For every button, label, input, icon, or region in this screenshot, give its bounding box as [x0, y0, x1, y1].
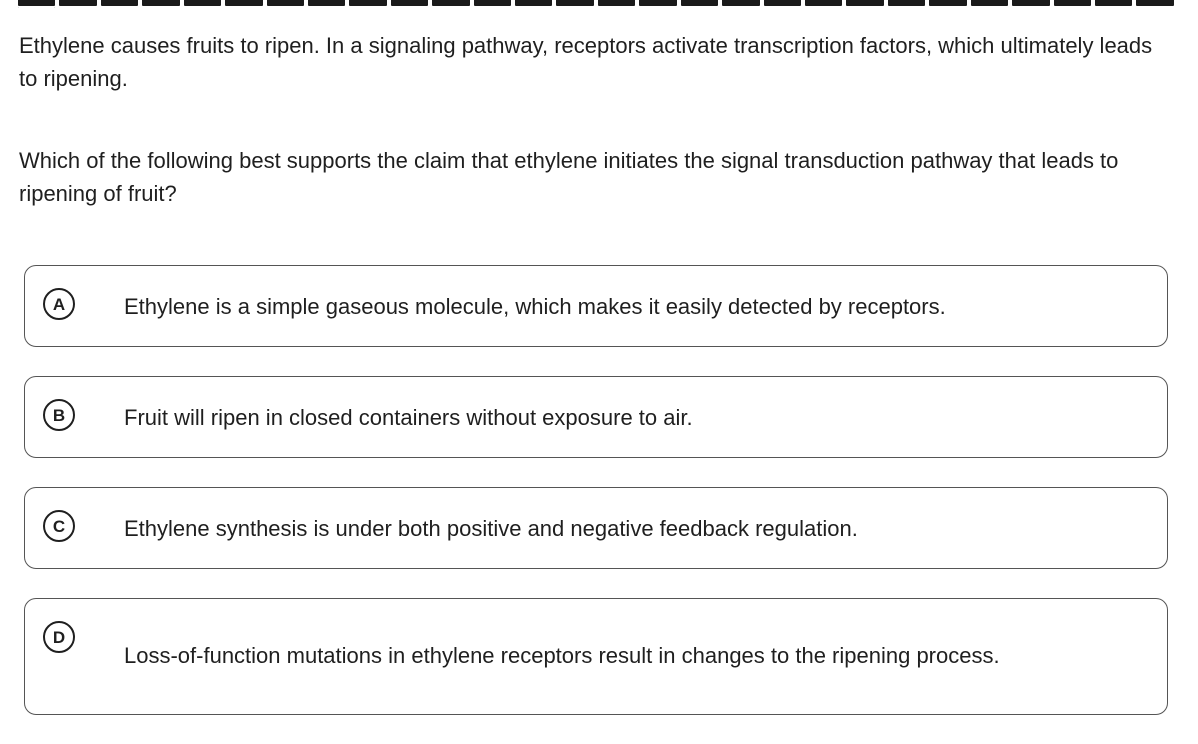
progress-segment[interactable] [805, 0, 842, 6]
progress-segment[interactable] [474, 0, 511, 6]
option-letter-d-badge: D [43, 621, 75, 653]
progress-segment-current[interactable] [18, 0, 55, 8]
answer-option-a[interactable] [24, 265, 1168, 347]
progress-segment[interactable] [1136, 0, 1173, 6]
stimulus-text: Ethylene causes fruits to ripen. In a signaling pathway, receptors activate transcription factors, which ultimately leads to ripening. [19, 33, 1153, 91]
option-text-a: Ethylene is a simple gaseous molecule, which makes it easily detected by receptors. [124, 293, 946, 319]
progress-segment[interactable] [184, 0, 221, 6]
option-letter-a-badge: A [43, 288, 75, 320]
progress-segment[interactable] [764, 0, 801, 6]
question-progress-bar [18, 0, 1174, 10]
progress-segment[interactable] [225, 0, 262, 6]
progress-segment[interactable] [846, 0, 883, 6]
progress-segment[interactable] [639, 0, 676, 6]
answer-options [24, 265, 1168, 744]
progress-segment[interactable] [929, 0, 966, 6]
option-text-d: Loss-of-function mutations in ethylene receptors result in changes to the ripening process. [124, 643, 1000, 668]
progress-segment[interactable] [267, 0, 304, 6]
progress-segment[interactable] [1012, 0, 1049, 6]
progress-segment[interactable] [598, 0, 635, 6]
option-text-c: Ethylene synthesis is under both positive and negative feedback regulation. [124, 515, 858, 541]
progress-segment[interactable] [308, 0, 345, 6]
progress-segment[interactable] [681, 0, 718, 6]
progress-segment[interactable] [971, 0, 1008, 6]
option-letter-c-badge: C [43, 510, 75, 542]
progress-segment[interactable] [391, 0, 428, 6]
progress-segment[interactable] [515, 0, 552, 6]
progress-segment[interactable] [556, 0, 593, 6]
answer-option-b[interactable] [24, 376, 1168, 458]
answer-option-d[interactable] [24, 598, 1168, 715]
progress-segment[interactable] [59, 0, 96, 6]
progress-segment[interactable] [142, 0, 179, 6]
question-stem: Which of the following best supports the claim that ethylene initiates the signal transduction pathway that leads to ripening of fruit? [19, 148, 1119, 206]
progress-segment[interactable] [888, 0, 925, 6]
answer-option-c[interactable] [24, 487, 1168, 569]
option-letter-b-badge: B [43, 399, 75, 431]
option-text-b: Fruit will ripen in closed containers without exposure to air. [124, 404, 693, 430]
progress-segment[interactable] [101, 0, 138, 6]
progress-segment[interactable] [432, 0, 469, 6]
progress-segment[interactable] [722, 0, 759, 6]
progress-segment[interactable] [1095, 0, 1132, 6]
progress-segment[interactable] [1054, 0, 1091, 6]
progress-segment[interactable] [349, 0, 386, 6]
